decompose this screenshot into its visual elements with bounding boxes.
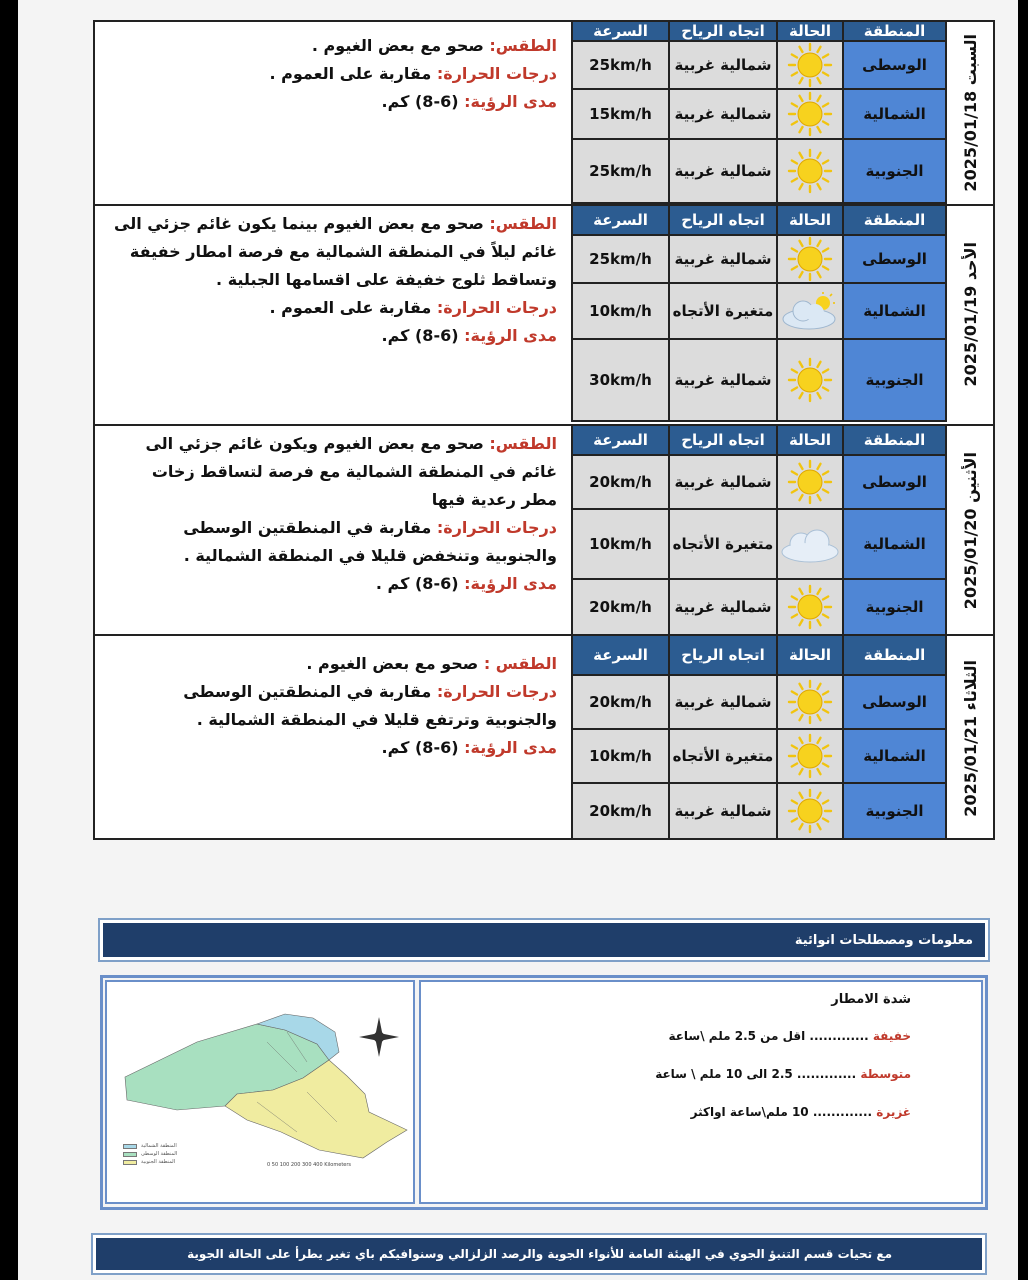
header-direction: اتجاه الرياح [670,22,778,42]
header-region: المنطقة [844,206,945,236]
wind-speed: 25km/h [573,236,670,284]
visibility-line: مدى الرؤية: (6-8) كم. [381,738,557,757]
footer-text: مع تحيات قسم التنبؤ الجوي في الهيئة العامة للأنواء الجوية والرصد الزلزالي وسنوافيكم باي تغير يطرأ على الحالة الجوية [187,1247,892,1261]
day-block [95,22,993,204]
region-name: الوسطى [844,236,945,284]
wind-direction: شمالية غربية [670,784,778,840]
date-label: الأثنين 2025/01/20 [960,452,980,610]
sun-icon [778,730,844,784]
sun-icon [778,784,844,840]
header-region: المنطقة [844,426,945,456]
forecast-text [95,636,573,840]
date-cell [945,206,993,422]
sun-icon [778,42,844,90]
header-direction: اتجاه الرياح [670,426,778,456]
wind-direction: شمالية غربية [670,580,778,636]
wind-speed: 20km/h [573,456,670,510]
day-block [95,206,993,422]
wind-direction: شمالية غربية [670,340,778,422]
wind-direction: شمالية غربية [670,42,778,90]
region-table [573,426,945,636]
temperature-line: درجات الحرارة: مقاربة على العموم . [269,64,557,83]
table-header [573,206,945,236]
table-row [573,42,945,90]
header-region: المنطقة [844,636,945,676]
region-name: الشمالية [844,510,945,580]
sun-icon [778,140,844,204]
header-state: الحالة [778,22,844,42]
header-state: الحالة [778,426,844,456]
region-name: الشمالية [844,284,945,340]
iraq-regions-map [105,980,415,1204]
forecast-text [95,22,573,204]
weather-line: الطقس: صحو مع بعض الغيوم . [311,36,557,55]
wind-speed: 15km/h [573,90,670,140]
date-cell [945,22,993,204]
map-scale: 0 50 100 200 300 400 Kilometers [267,1162,352,1168]
header-state: الحالة [778,206,844,236]
partly-cloudy-icon [778,284,844,340]
region-name: الجنوبية [844,140,945,204]
date-label: السبت 2025/01/18 [960,34,980,192]
wind-speed: 20km/h [573,676,670,730]
region-name: الجنوبية [844,784,945,840]
wind-speed: 10km/h [573,510,670,580]
legend-title-bar [100,920,988,960]
region-name: الشمالية [844,730,945,784]
table-row [573,580,945,636]
forecast-sheet [18,0,1018,1280]
wind-speed: 10km/h [573,284,670,340]
wind-direction: متغيرة الأتجاه [670,730,778,784]
sun-icon [778,456,844,510]
visibility-line: مدى الرؤية: (6-8) كم. [381,92,557,111]
rain-item-heavy: غزيرة ............. 10 ملم\ساعة اواكثر [690,1105,911,1119]
header-direction: اتجاه الرياح [670,636,778,676]
sun-icon [778,676,844,730]
header-speed: السرعة [573,206,670,236]
block-divider [95,634,993,636]
region-table [573,22,945,204]
weather-line: الطقس : صحو مع بعض الغيوم . [306,654,557,673]
header-state: الحالة [778,636,844,676]
header-speed: السرعة [573,22,670,42]
table-row [573,730,945,784]
table-row [573,456,945,510]
table-row [573,676,945,730]
wind-direction: شمالية غربية [670,456,778,510]
region-table [573,206,945,422]
wind-speed: 20km/h [573,580,670,636]
rain-intensity-panel [419,980,983,1204]
table-row [573,784,945,840]
table-header [573,22,945,42]
rain-item-light: خفيفة ............. اقل من 2.5 ملم \ساعة [668,1029,911,1043]
sun-icon [778,340,844,422]
table-row [573,236,945,284]
legend-box [100,975,988,1210]
wind-direction: شمالية غربية [670,676,778,730]
date-cell [945,426,993,636]
map-legend: المنطقة الشمالية المنطقة الوسطى المنطقة الجنوبية [123,1142,177,1166]
wind-speed: 20km/h [573,784,670,840]
table-row [573,284,945,340]
block-divider [95,424,993,426]
region-name: الجنوبية [844,340,945,422]
block-divider [95,204,993,206]
footer-bar [93,1235,985,1273]
table-row [573,140,945,204]
legend-title: معلومات ومصطلحات انوائية [794,932,973,948]
header-region: المنطقة [844,22,945,42]
sun-icon [778,580,844,636]
table-row [573,90,945,140]
weather-line: الطقس: صحو مع بعض الغيوم ويكون غائم جزئي الى غائم في المنطقة الشمالية مع فرصة لتساقط زخات مطر رعدية فيها [145,434,557,509]
rain-item-medium: متوسطة ............. 2.5 الى 10 ملم \ ساعة [655,1067,911,1081]
wind-speed: 25km/h [573,42,670,90]
region-name: الشمالية [844,90,945,140]
wind-direction: شمالية غربية [670,236,778,284]
table-header [573,426,945,456]
sun-icon [778,236,844,284]
date-label: الأحد 2025/01/19 [960,241,980,387]
wind-direction: شمالية غربية [670,140,778,204]
wind-direction: متغيرة الأتجاه [670,510,778,580]
wind-direction: شمالية غربية [670,90,778,140]
region-name: الوسطى [844,456,945,510]
date-label: الثلاثاء 2025/01/21 [960,659,980,817]
compass-rose-icon [359,1017,399,1057]
forecast-text [95,426,573,636]
table-row [573,510,945,580]
date-cell [945,636,993,840]
table-header [573,636,945,676]
table-row [573,340,945,422]
header-direction: اتجاه الرياح [670,206,778,236]
forecast-text [95,206,573,422]
temperature-line: درجات الحرارة: مقاربة في المنطقتين الوسطى والجنوبية وترتفع قليلا في المنطقة الشمالية . [183,682,557,729]
day-block [95,636,993,840]
region-name: الجنوبية [844,580,945,636]
sun-icon [778,90,844,140]
wind-direction: متغيرة الأتجاه [670,284,778,340]
forecast-table [93,20,995,840]
rain-title: شدة الامطار [831,992,911,1007]
temperature-line: درجات الحرارة: مقاربة في المنطقتين الوسطى والجنوبية وتنخفض قليلا في المنطقة الشمالية . [183,518,557,565]
header-speed: السرعة [573,426,670,456]
wind-speed: 25km/h [573,140,670,204]
wind-speed: 30km/h [573,340,670,422]
region-name: الوسطى [844,676,945,730]
visibility-line: مدى الرؤية: (6-8) كم . [375,574,557,593]
map-graphic [107,982,413,1202]
weather-line: الطقس: صحو مع بعض الغيوم بينما يكون غائم جزئي الى غائم ليلاً في المنطقة الشمالية مع فرصة امطار خفيفة وتساقط ثلوج خفيفة على اقسامها الجبلية . [114,214,557,289]
wind-speed: 10km/h [573,730,670,784]
temperature-line: درجات الحرارة: مقاربة على العموم . [269,298,557,317]
header-speed: السرعة [573,636,670,676]
region-name: الوسطى [844,42,945,90]
day-block [95,426,993,636]
cloud-icon [778,510,844,580]
region-table [573,636,945,840]
visibility-line: مدى الرؤية: (6-8) كم. [381,326,557,345]
